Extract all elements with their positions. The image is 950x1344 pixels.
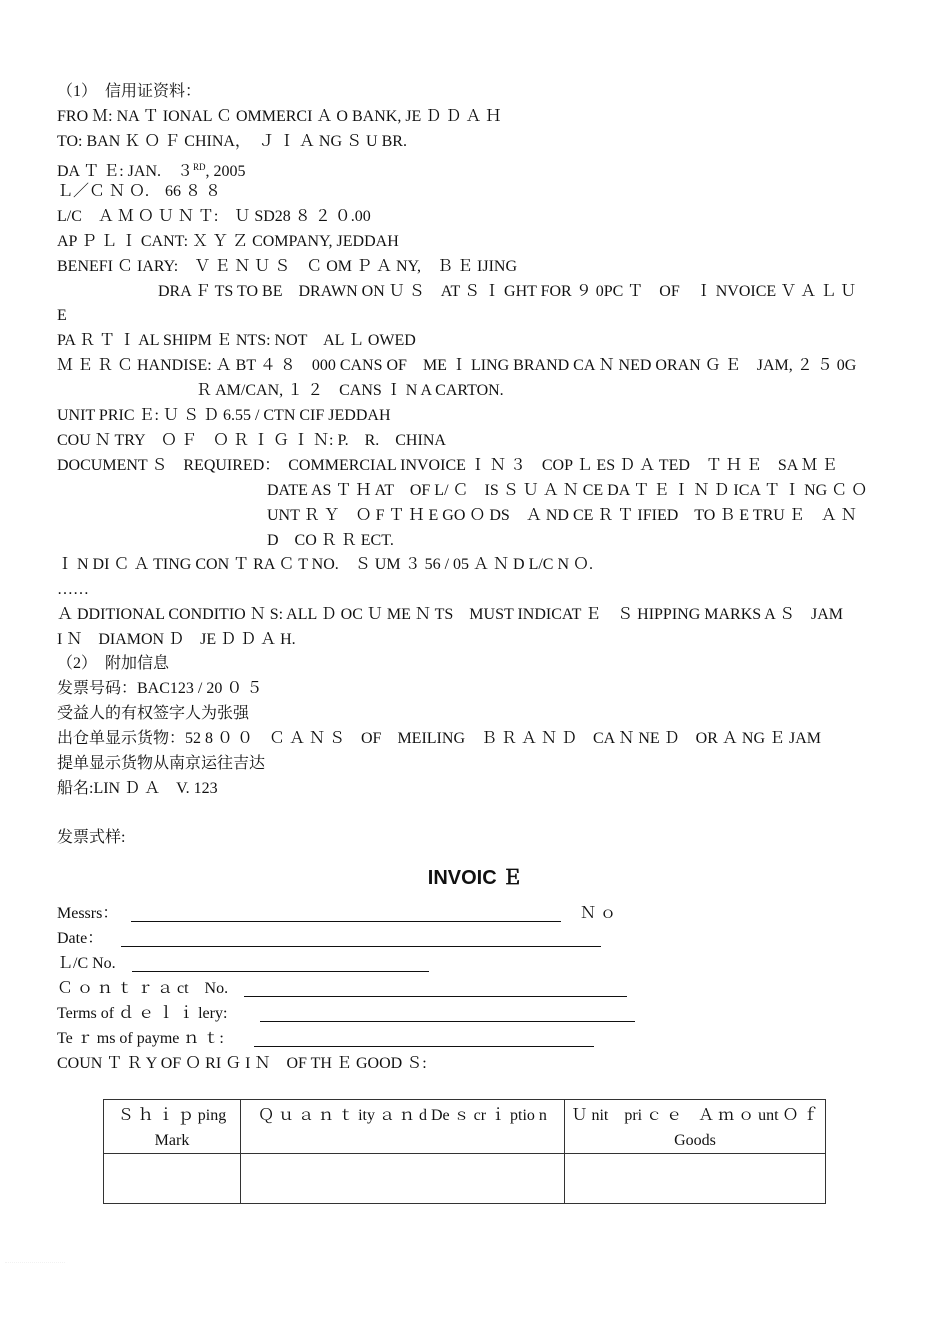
lc-number: Ｌ／Ｃ Ｎ Ｏ. 66 ８ ８ bbox=[57, 183, 222, 200]
lc-beneficiary: BENEFI Ｃ IARY: Ｖ Ｅ Ｎ Ｕ Ｓ Ｃ OM Ｐ Ａ NY, Ｂ Ｅ IJING bbox=[57, 258, 518, 275]
lc-unit-price: UNIT PRIC Ｅ: Ｕ Ｓ Ｄ 6.55 / CTN CIF JEDDAH bbox=[57, 407, 391, 424]
invoice-table-header-row bbox=[104, 1100, 826, 1154]
lc-merchandise-cont: Ｒ AM/CAN, １ ２ CANS Ｉ N A CARTON. bbox=[196, 382, 504, 399]
lc-partial-shipments: PA Ｒ Ｔ Ｉ AL SHIPM Ｅ NTS: NOT AL Ｌ OWED bbox=[57, 332, 416, 349]
invoice-table bbox=[103, 1099, 835, 1204]
lc-indicating: Ｉ N DI Ｃ Ａ TING CON Ｔ RA Ｃ T NO. Ｓ UM ３ 56 / 05 Ａ Ｎ D L/C N Ｏ. bbox=[57, 556, 594, 573]
lc-date-prefix: DA Ｔ Ｅ: JAN. ３ bbox=[57, 163, 194, 180]
lc-documents-cont-2: UNT Ｒ Ｙ Ｏ F Ｔ Ｈ E GO Ｏ DS Ａ ND CE Ｒ Ｔ IFIED TO Ｂ E TRU Ｅ Ａ Ｎ bbox=[267, 507, 857, 524]
contract-no-line bbox=[244, 996, 627, 997]
lc-documents-cont-1: DATE AS Ｔ Ｈ AT OF L/ Ｃ IS Ｓ Ｕ Ａ Ｎ CE DA Ｔ Ｅ Ｉ Ｎ Ｄ ICA Ｔ Ｉ NG Ｃ Ｏ bbox=[267, 482, 868, 499]
lc-drafts-cont: E bbox=[57, 307, 67, 324]
lc-no-line bbox=[132, 971, 429, 972]
unit-price-amount-cell bbox=[565, 1154, 826, 1204]
faint-footer-mark bbox=[5, 1262, 65, 1263]
lc-country-of-origin: COU Ｎ TRY Ｏ Ｆ Ｏ Ｒ Ｉ Ｇ Ｉ Ｎ: P. R. CHINA bbox=[57, 432, 446, 449]
lc-additional-conditions-cont: I Ｎ DIAMON Ｄ JE Ｄ Ｄ Ａ H. bbox=[57, 631, 296, 648]
shipping-mark-cell bbox=[104, 1154, 241, 1204]
payment-terms-line bbox=[254, 1046, 594, 1047]
extra-heading: （2） 附加信息 bbox=[57, 655, 170, 672]
contract-no-label: Ｃ ｏ ｎ ｔ ｒ ａ ct No. bbox=[57, 980, 229, 997]
extra-bill-of-lading: 提单显示货物从南京运往吉达 bbox=[57, 755, 266, 772]
lc-from: FRO Ｍ: NA Ｔ IONAL Ｃ OMMERCI Ａ O BANK, JE Ｄ Ｄ Ａ Ｈ bbox=[57, 108, 502, 125]
invoice-table-row bbox=[104, 1154, 826, 1204]
lc-ellipsis: …… bbox=[57, 581, 89, 598]
lc-no-label: Ｌ/C No. bbox=[57, 955, 116, 972]
messrs-line bbox=[131, 921, 561, 922]
payment-terms-label: Te ｒ ms of payme ｎ ｔ: bbox=[57, 1030, 224, 1047]
delivery-terms-label: Terms of ｄ ｅ ｌ ｉ lery: bbox=[57, 1005, 228, 1022]
messrs-label: Messrs： bbox=[57, 905, 119, 922]
unit-price-amount-header: Ｕ nit pri ｃ ｅ Ａ ｍ ｏ unt Ｏ ｆ Goods bbox=[565, 1100, 826, 1154]
extra-vessel-name: 船名:LIN Ｄ Ａ V. 123 bbox=[57, 780, 218, 797]
invoice-title: INVOIC Ｅ bbox=[427, 867, 523, 889]
invoice-no-label: Ｎ ｏ bbox=[580, 905, 617, 922]
extra-invoice-number: 发票号码：BAC123 / 20 ０ ５ bbox=[57, 680, 263, 697]
shipping-mark-header: Ｓ ｈ ｉ ｐ ping Mark bbox=[104, 1100, 241, 1154]
lc-documents-cont-3: D CO Ｒ Ｒ ECT. bbox=[267, 532, 394, 549]
delivery-terms-line bbox=[260, 1021, 635, 1022]
lc-date-superscript: RD bbox=[193, 162, 206, 172]
quantity-description-cell bbox=[241, 1154, 565, 1204]
lc-date-suffix: , 2005 bbox=[205, 163, 246, 180]
date-line bbox=[121, 946, 601, 947]
lc-applicant: AP Ｐ Ｌ Ｉ CANT: Ｘ Ｙ Ｚ COMPANY, JEDDAH bbox=[57, 233, 399, 250]
lc-to: TO: BAN Ｋ Ｏ Ｆ CHINA， Ｊ Ｉ Ａ NG Ｓ U BR. bbox=[57, 133, 407, 150]
lc-additional-conditions: Ａ DDITIONAL CONDITIO Ｎ S: ALL Ｄ OC Ｕ ME Ｎ TS MUST INDICAT Ｅ Ｓ HIPPING MARKS A Ｓ JAM bbox=[57, 606, 843, 623]
date-label: Date： bbox=[57, 930, 104, 947]
sample-label: 发票式样: bbox=[57, 829, 126, 846]
lc-merchandise: Ｍ Ｅ Ｒ Ｃ HANDISE: Ａ BT ４ ８ 000 CANS OF ME Ｉ LING BRAND CA Ｎ NED ORAN Ｇ Ｅ JAM, ２ ５ 0G bbox=[57, 357, 857, 374]
lc-documents-required: DOCUMENT Ｓ REQUIRED： COMMERCIAL INVOICE Ｉ Ｎ ３ COP Ｌ ES Ｄ Ａ TED Ｔ Ｈ Ｅ SA Ｍ Ｅ bbox=[57, 457, 838, 474]
extra-signer: 受益人的有权签字人为张强 bbox=[57, 705, 250, 722]
quantity-description-header: Ｑ ｕ ａ ｎ ｔ ity ａ ｎ d De ｓ cr ｉ ptio n bbox=[241, 1100, 565, 1154]
lc-date bbox=[57, 157, 246, 180]
lc-heading: （1） 信用证资料： bbox=[57, 83, 202, 100]
lc-drafts: DRA Ｆ TS TO BE DRAWN ON Ｕ Ｓ AT Ｓ Ｉ GHT FOR ９ 0PC Ｔ OF Ｉ NVOICE Ｖ Ａ Ｌ Ｕ bbox=[158, 283, 857, 300]
lc-amount: L/C Ａ Ｍ Ｏ Ｕ Ｎ Ｔ: Ｕ SD28 ８ ２ ０.00 bbox=[57, 208, 371, 225]
extra-warehouse-goods: 出仓单显示货物：52 8 ０ ０ Ｃ Ａ Ｎ Ｓ OF MEILING Ｂ Ｒ Ａ Ｎ Ｄ CA Ｎ NE Ｄ OR Ａ NG Ｅ JAM bbox=[57, 730, 822, 747]
country-of-origin-label: COUN Ｔ Ｒ Y OF Ｏ RI Ｇ I Ｎ OF TH Ｅ GOOD Ｓ: bbox=[57, 1055, 427, 1072]
